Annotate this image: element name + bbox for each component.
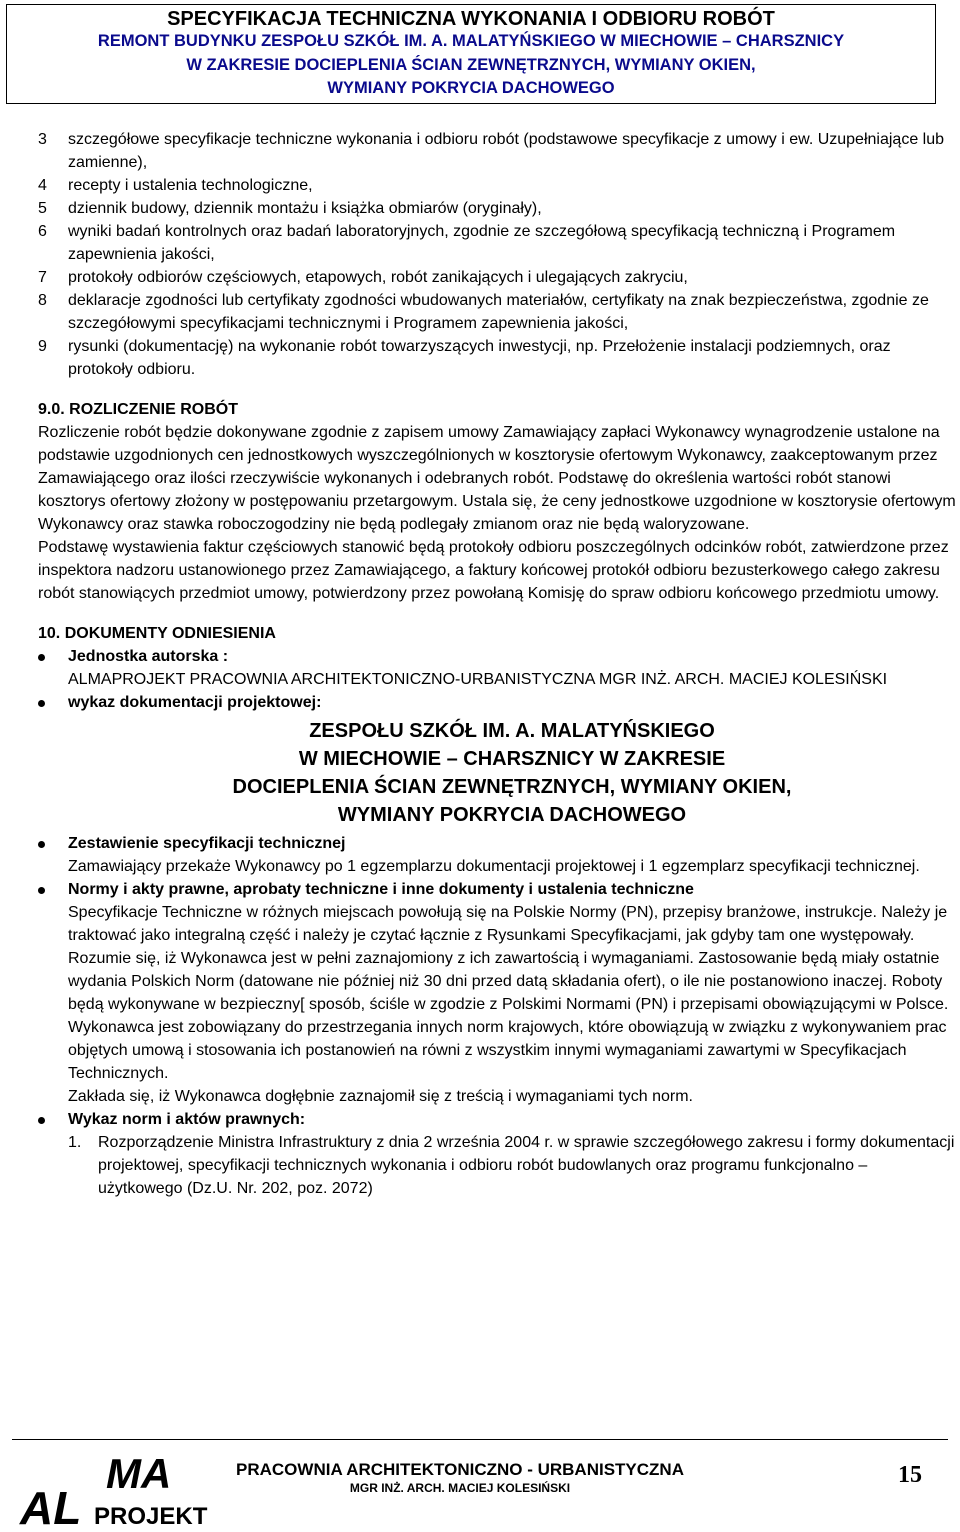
documents-list (38, 128, 956, 381)
svg-text:AL: AL (20, 1482, 82, 1527)
page-number: 15 (898, 1462, 922, 1488)
svg-text:PROJEKT: PROJEKT (94, 1503, 208, 1527)
bullet-norms-list (38, 1108, 956, 1200)
bullet-norms (38, 878, 956, 1108)
list-item-number: 4 (38, 177, 47, 194)
bullet-icon (38, 654, 45, 661)
list-item (38, 174, 956, 197)
header-subtitle-1: REMONT BUDYNKU ZESPOŁU SZKÓŁ IM. A. MALATYŃSKIEGO W MIECHOWIE – CHARSZNICY (97, 32, 845, 50)
footer-architect: MGR INŻ. ARCH. MACIEJ KOLESIŃSKI (349, 1481, 571, 1495)
bullet-icon (38, 700, 45, 707)
svg-text:MA: MA (106, 1450, 172, 1497)
list-item-text: protokoły odbiorów częściowych, etapowych, robót zanikających i ulegających zakryciu, (68, 269, 688, 286)
list-item-text: wyniki badań kontrolnych oraz badań laboratoryjnych, zgodnie ze szczegółową specyfikacją techniczną i Programem zapewnienia jakości, (68, 223, 896, 263)
list-item-number: 9 (38, 338, 47, 355)
list-item-text: deklaracje zgodności lub certyfikaty zgodności wbudowanych materiałów, certyfikaty na znak bezpieczeństwa, zgodnie ze szczegółowymi specyfikacjami technicznymi i Programem zapewnienia jakości, (68, 292, 929, 332)
project-title-line: DOCIEPLENIA ŚCIAN ZEWNĘTRZNYCH, WYMIANY OKIEN, (232, 776, 792, 798)
list-item (38, 197, 956, 220)
bullet-label: wykaz dokumentacji projektowej: (68, 694, 322, 711)
norms-list-item (68, 1131, 956, 1200)
list-item-text: recepty i ustalenia technologiczne, (68, 177, 313, 194)
section-9-title: 9.0. ROZLICZENIE ROBÓT (38, 401, 239, 418)
bullet-spec-summary (38, 832, 956, 878)
project-title (38, 717, 956, 829)
footer-studio (230, 1460, 690, 1496)
list-item (38, 220, 956, 266)
bullet-text: Specyfikacje Techniczne w różnych miejscach powołują się na Polskie Normy (PN), przepisy branżowe, instrukcje. Należy je traktować jako integralną część i należy je czytać łącznie z Rysunkami Specyfikacjami, jak gdyby tam one występowały. Rozumie się, iż Wykonawca jest w pełni zaznajomiony z ich zawartością i wymaganiami. Zastosowanie będą miały ostatnie wydania Polskich Norm (datowane nie później niż 30 dni przed datą składania ofert), o ile nie postanowiono inaczej. Roboty będą wykonywane w bezpieczny[ sposób, ściśle w zgodzie z Polskimi Normami (PN) i przepisami obowiązującymi w Polsce. (68, 904, 949, 1013)
norms-list-item-text: Rozporządzenie Ministra Infrastruktury z dnia 2 września 2004 r. w sprawie szczegółowego zakresu i formy dokumentacji projektowej, specyfikacji technicznych wykonania i odbioru robót budowlanych oraz programu funkcjonalno – użytkowego (Dz.U. Nr. 202, poz. 2072) (98, 1134, 955, 1197)
bullet-icon (38, 841, 45, 848)
document-body (38, 128, 956, 1200)
almaprojekt-logo (16, 1448, 216, 1527)
list-item-text: szczegółowe specyfikacje techniczne wykonania i odbioru robót (podstawowe specyfikacje z umowy i ew. Uzupełniające lub zamienne), (68, 131, 945, 171)
header-subtitle-2: W ZAKRESIE DOCIEPLENIA ŚCIAN ZEWNĘTRZNYCH, WYMIANY OKIEN, (186, 55, 756, 74)
logo-graphic (16, 1448, 216, 1527)
bullet-icon (38, 1117, 45, 1124)
list-item-text: rysunki (dokumentację) na wykonanie robót towarzyszących inwestycji, np. Przełożenie instalacji podziemnych, oraz protokoły odbioru. (68, 338, 891, 378)
footer-studio-name: PRACOWNIA ARCHITEKTONICZNO - URBANISTYCZNA (236, 1460, 684, 1479)
header-subtitle-3: WYMIANY POKRYCIA DACHOWEGO (327, 79, 615, 97)
list-item-number: 5 (38, 200, 47, 217)
bullet-text: Zakłada się, iż Wykonawca dogłębnie zaznajomił się z treścią i wymaganiami tych norm. (68, 1088, 693, 1105)
author-text: ALMAPROJEKT PRACOWNIA ARCHITEKTONICZNO-URBANISTYCZNA MGR INŻ. ARCH. MACIEJ KOLESIŃSKI (68, 671, 888, 688)
list-item-number: 6 (38, 223, 47, 240)
header-title: SPECYFIKACJA TECHNICZNA WYKONANIA I ODBIORU ROBÓT (167, 8, 775, 30)
document-header (6, 4, 936, 104)
list-item-text: dziennik budowy, dziennik montażu i książka obmiarów (oryginały), (68, 200, 542, 217)
section-9-paragraph-1: Rozliczenie robót będzie dokonywane zgodnie z zapisem umowy Zamawiający zapłaci Wykonawcy wynagrodzenie ustalone na podstawie uzgodnionych cen jednostkowych wyszczególnionych w kosztorysie ofertowym Wykonawcy, zaakceptowanym przez Zamawiającego oraz ilości rzeczywiście wykonanych i odebranych robót. Podstawę do określenia wartości robót stanowi kosztorys ofertowy złożony w postępowaniu przetargowym. Ustala się, że ceny jednostkowe uzgodnione w kosztorysie ofertowym Wykonawcy oraz stawka roboczogodziny nie będą podlegały zmianom oraz nie będą waloryzowane. (38, 424, 956, 533)
bullet-text: Wykonawca jest zobowiązany do przestrzegania innych norm krajowych, które obowiązują w związku z wykonywaniem prac objętych umową i stosowania ich postanowień na równi z wszystkim innymi wymaganiami zawartymi w Specyfikacjach Technicznych. (68, 1019, 947, 1082)
list-item (38, 266, 956, 289)
section-9-paragraph-2: Podstawę wystawienia faktur częściowych stanowić będą protokoły odbioru poszczególnych odcinków robót, zatwierdzone przez inspektora nadzoru ustanowionego przez Zamawiającego, a faktury końcowej protokół odbioru bezusterkowego całego zakresu robót stanowiących przedmiot umowy, potwierdzony przez powołaną Komisję do spraw odbioru końcowego przedmiotu umowy. (38, 539, 949, 602)
list-item (38, 289, 956, 335)
list-item (38, 128, 956, 174)
list-item (38, 335, 956, 381)
bullet-project-docs (38, 691, 956, 714)
bullet-author (38, 645, 956, 668)
bullet-label: Wykaz norm i aktów prawnych: (68, 1111, 306, 1128)
project-title-line: W MIECHOWIE – CHARSZNICY W ZAKRESIE (298, 748, 726, 770)
bullet-icon (38, 887, 45, 894)
footer-divider (12, 1439, 948, 1440)
project-title-line: ZESPOŁU SZKÓŁ IM. A. MALATYŃSKIEGO (309, 720, 715, 742)
bullet-label: Normy i akty prawne, aprobaty techniczne i inne dokumenty i ustalenia techniczne (68, 881, 694, 898)
list-item-number: 3 (38, 131, 47, 148)
list-item-number: 7 (38, 269, 47, 286)
section-10-title: 10. DOKUMENTY ODNIESIENIA (38, 625, 276, 642)
norms-list-item-number: 1. (68, 1134, 82, 1151)
list-item-number: 8 (38, 292, 47, 309)
bullet-label: Jednostka autorska : (68, 648, 229, 665)
bullet-label: Zestawienie specyfikacji technicznej (68, 835, 346, 852)
bullet-text: Zamawiający przekaże Wykonawcy po 1 egzemplarzu dokumentacji projektowej i 1 egzemplarz specyfikacji technicznej. (68, 858, 920, 875)
project-title-line: WYMIANY POKRYCIA DACHOWEGO (337, 804, 687, 826)
